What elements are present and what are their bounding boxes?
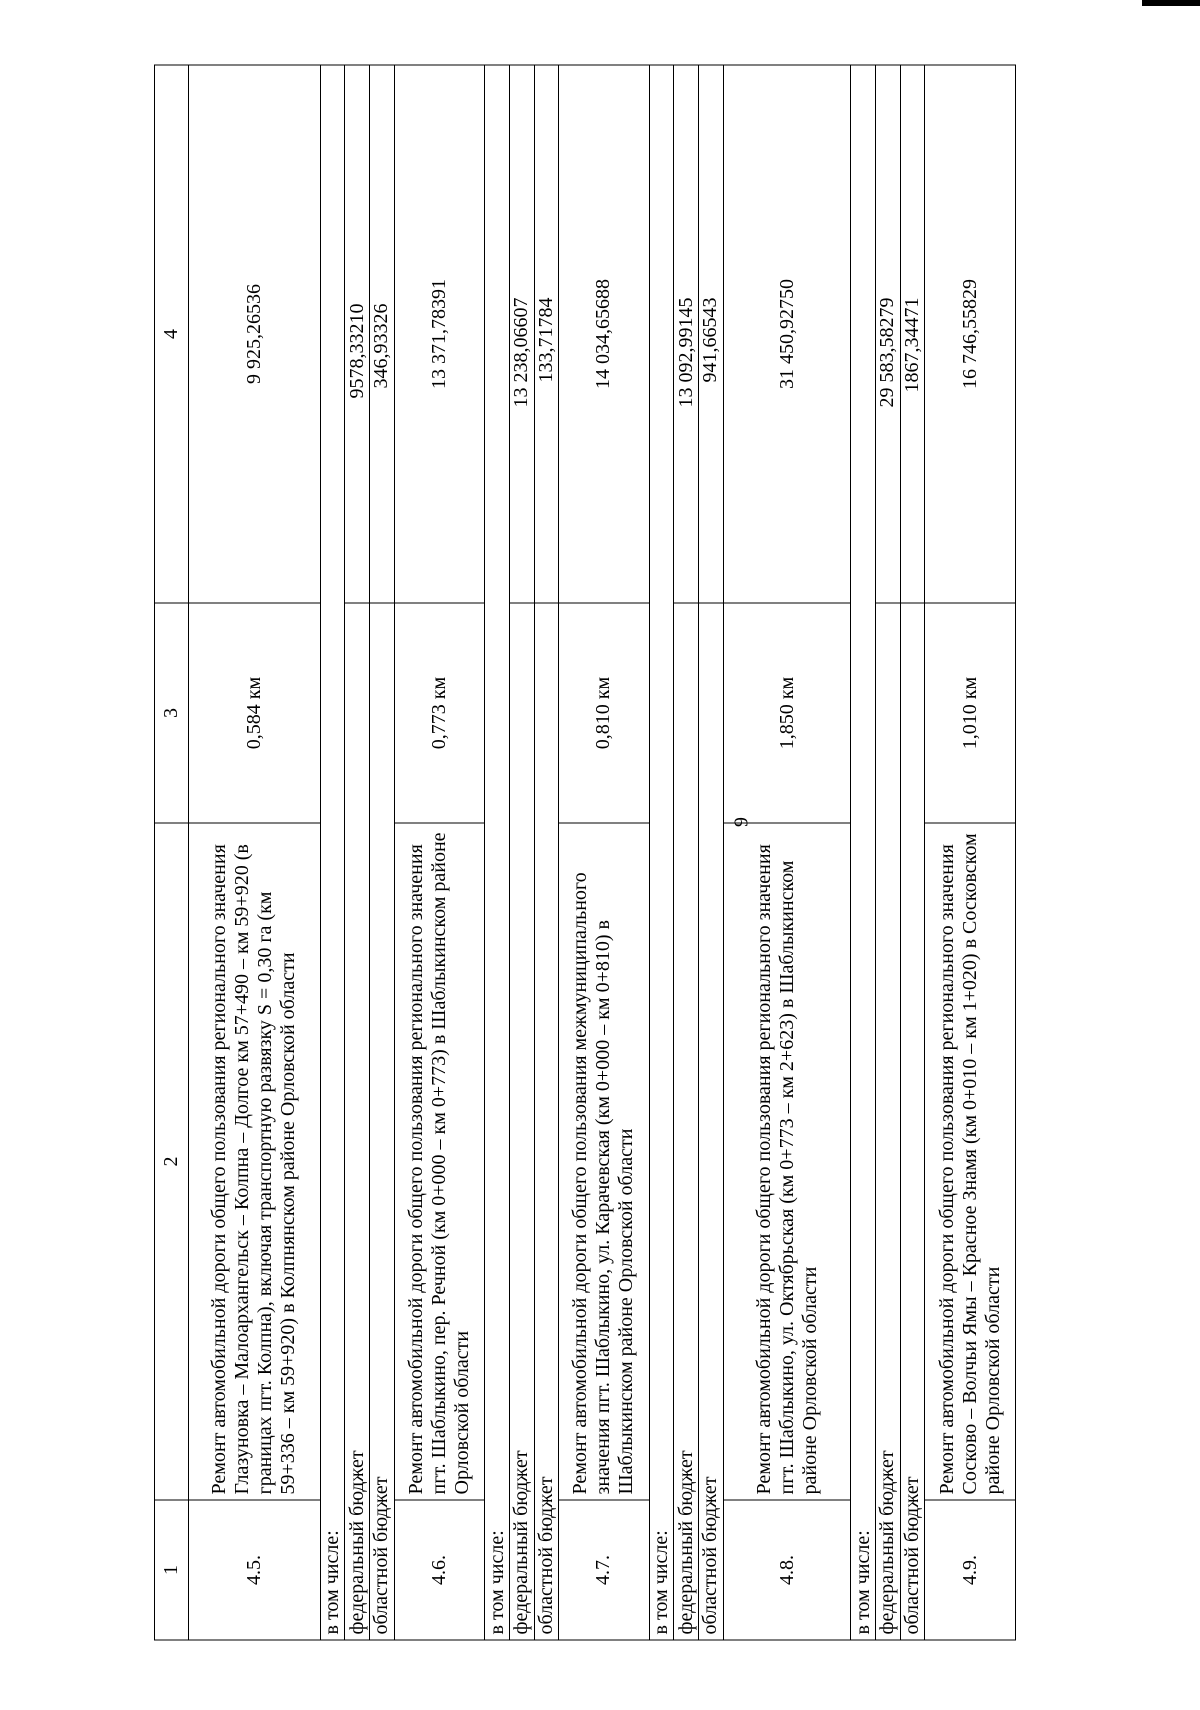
- rotated-table-container: [154, 66, 1016, 1641]
- item-length: 1,010 км: [925, 603, 1016, 823]
- item-amount: 31 450,92750: [723, 65, 851, 603]
- header-col-2: 2: [155, 823, 189, 1500]
- item-number: 4.7.: [559, 1500, 650, 1640]
- federal-amount: 13 092,99145: [674, 65, 699, 603]
- item-length: 0,773 км: [394, 603, 485, 823]
- federal-label: федеральный бюджет: [345, 603, 370, 1640]
- regional-amount: 941,66543: [699, 65, 724, 603]
- road-repair-table: [154, 65, 1016, 1641]
- item-length: 0,584 км: [188, 603, 320, 823]
- breakdown-row: [649, 65, 674, 1640]
- item-description: Ремонт автомобильной дороги общего пользования регионального значения Сосково – Волчьи Ямы – Красное Знамя (км 0+010 – км 1+020) в Сосковском районе Орловской области: [925, 823, 1016, 1500]
- regional-row: [534, 65, 559, 1640]
- federal-amount: 9578,33210: [345, 65, 370, 603]
- item-description: Ремонт автомобильной дороги общего пользования регионального значения пгт. Шаблыкино, пер. Речной (км 0+000 – км 0+773) в Шаблыкинском районе Орловской области: [394, 823, 485, 1500]
- regional-amount: 1867,34471: [900, 65, 925, 603]
- page-number: 9: [730, 817, 753, 827]
- regional-label: областной бюджет: [369, 603, 394, 1640]
- regional-amount: 133,71784: [534, 65, 559, 603]
- regional-label: областной бюджет: [534, 603, 559, 1640]
- item-length: 1,850 км: [723, 603, 851, 823]
- item-amount: 13 371,78391: [394, 65, 485, 603]
- breakdown-row: [320, 65, 345, 1640]
- federal-amount: 29 583,58279: [876, 65, 901, 603]
- federal-label: федеральный бюджет: [674, 603, 699, 1640]
- regional-row: [699, 65, 724, 1640]
- breakdown-label: в том числе:: [851, 65, 876, 1640]
- federal-label: федеральный бюджет: [509, 603, 534, 1640]
- breakdown-label: в том числе:: [485, 65, 510, 1640]
- regional-label: областной бюджет: [900, 603, 925, 1640]
- table-row: [188, 65, 320, 1640]
- item-number: 4.6.: [394, 1500, 485, 1640]
- regional-label: областной бюджет: [699, 603, 724, 1640]
- table-row: [394, 65, 485, 1640]
- federal-label: федеральный бюджет: [876, 603, 901, 1640]
- item-amount: 16 746,55829: [925, 65, 1016, 603]
- breakdown-label: в том числе:: [649, 65, 674, 1640]
- item-number: 4.9.: [925, 1500, 1016, 1640]
- federal-row: [674, 65, 699, 1640]
- table-row: [925, 65, 1016, 1640]
- federal-row: [876, 65, 901, 1640]
- item-number: 4.8.: [723, 1500, 851, 1640]
- header-col-1: 1: [155, 1500, 189, 1640]
- federal-row: [345, 65, 370, 1640]
- item-description: Ремонт автомобильной дороги общего пользования межмуниципального значения пгт. Шаблыкино, ул. Карачевская (км 0+000 – км 0+810) в Шаблыкинском районе Орловской области: [559, 823, 650, 1500]
- item-amount: 9 925,26536: [188, 65, 320, 603]
- item-description: Ремонт автомобильной дороги общего пользования регионального значения пгт. Шаблыкино, ул. Октябрьская (км 0+773 – км 2+623) в Шаблыкинском районе Орловской области: [723, 823, 851, 1500]
- scan-edge-mark: [1142, 0, 1200, 6]
- item-description: Ремонт автомобильной дороги общего пользования регионального значения Глазуновка – Малоархангельск – Колпна – Долгое км 57+490 – км 59+920 (в границах пгт. Колпна), включая транспортную развязку S = 0,30 га (км 59+336 – км 59+920) в Колпнянском районе Орловской области: [188, 823, 320, 1500]
- federal-row: [509, 65, 534, 1640]
- federal-amount: 13 238,06607: [509, 65, 534, 603]
- regional-row: [369, 65, 394, 1640]
- table-header-row: [155, 65, 189, 1640]
- item-number: 4.5.: [188, 1500, 320, 1640]
- breakdown-label: в том числе:: [320, 65, 345, 1640]
- regional-row: [900, 65, 925, 1640]
- breakdown-row: [851, 65, 876, 1640]
- item-length: 0,810 км: [559, 603, 650, 823]
- header-col-3: 3: [155, 603, 189, 823]
- item-amount: 14 034,65688: [559, 65, 650, 603]
- table-row: [559, 65, 650, 1640]
- breakdown-row: [485, 65, 510, 1640]
- table-row: [723, 65, 851, 1640]
- regional-amount: 346,93326: [369, 65, 394, 603]
- header-col-4: 4: [155, 65, 189, 603]
